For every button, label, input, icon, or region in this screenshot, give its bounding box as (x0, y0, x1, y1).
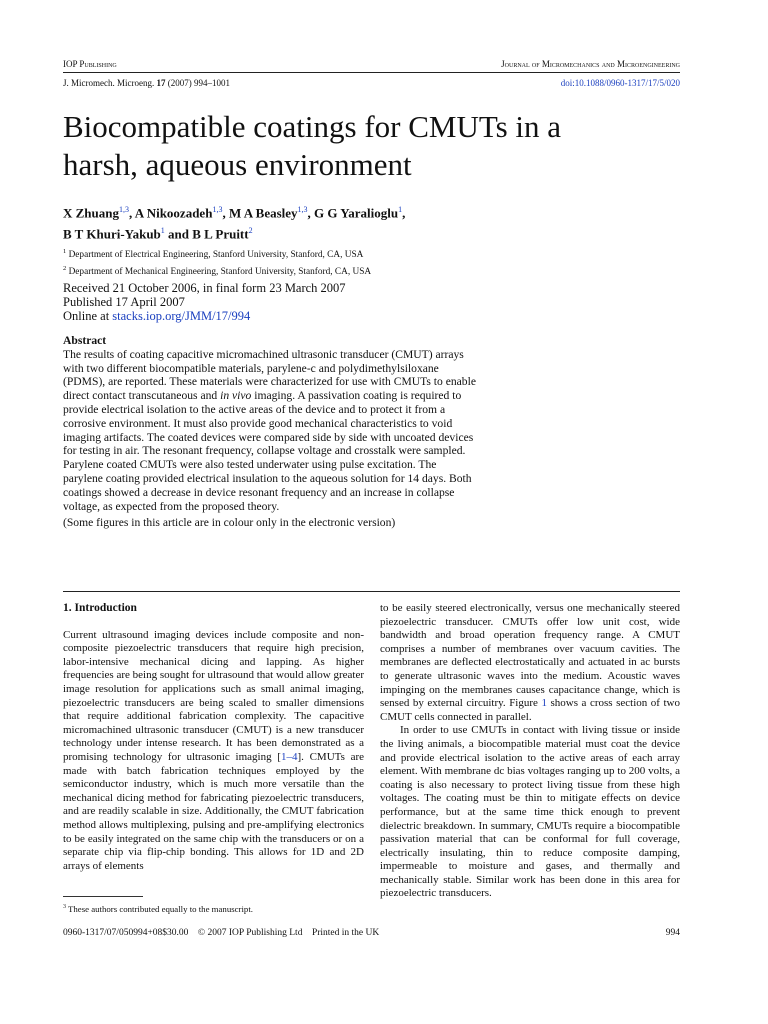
publisher-name: IOP Publishing (63, 59, 117, 69)
received-date: Received 21 October 2006, in final form 23 March 2007 (63, 281, 346, 295)
published-date: Published 17 April 2007 (63, 295, 185, 309)
intro-paragraph-continued: to be easily steered electronically, versus one mechanically steered piezoelectric transducer. CMUTs offer low unit cost, wide bandwidth and broad operation frequency range. A CMUT comprises a number of membranes over vacuum cavities. The membranes are deflected electrostatically and actuated in ac bursts to generate ultrasonic waves into the medium. Acoustic waves impinging on the membranes causes capacitance change, which is sensed by external circuitry. Figure 1 shows a cross section of two CMUT cells connected in parallel. (380, 602, 680, 723)
author-list: X Zhuang$^{1,3}$, A Nikoozadeh$^{1,3}$, M A Beasley$^{1,3}$, G G Yaralioglu$^1$, B T Khuri-Yakub$^1$ and B L Pruitt$^2$ (63, 205, 406, 242)
footnote: $^3$ These authors contributed equally to the manuscript. (63, 903, 253, 914)
intro-paragraph-1: Current ultrasound imaging devices include composite and non-composite piezoelectric transducers that require high precision, labor-intensive mechanical dicing and lapping. As higher frequencies are being sought for ultrasound that would allow greater image resolution for applications such as small animal imaging, piezoelectric transducers are being scaled to smaller dimensions that require additional fabrication complexity. The capacitive micromachined ultrasonic transducer (CMUT) is a new transducer technology under intense research. It has been demonstrated as a promising technology for ultrasonic imaging [1–4]. CMUTs are made with batch fabrication techniques employed by the semiconductor industry, which is much more versatile than the mechanical dicing method for fabricating piezoelectric transducers, and are readily scalable in size. Additionally, the CMUT fabrication method allows multiplexing, pulsing and pre-amplifying electronics to be easily integrated on the same chip with the transducers or on a separate chip via flip-chip bonding. This allows for 1D and 2D arrays of elements (63, 628, 365, 872)
footnote-rule (63, 896, 143, 897)
affiliation-2: $^2$ Department of Mechanical Engineering, Stanford University, Stanford, CA, USA (63, 265, 372, 278)
abstract (63, 334, 479, 530)
affiliation-1: $^1$ Department of Electrical Engineering, Stanford University, Stanford, CA, USA (63, 248, 364, 261)
reference-link[interactable]: 1–4 (280, 750, 298, 763)
colour-note: (Some figures in this article are in colour only in the electronic version) (63, 516, 396, 530)
journal-name: Journal of Micromechanics and Microengineering (501, 59, 680, 69)
affiliations (63, 245, 683, 279)
citation: J. Micromech. Microeng. 17 (2007) 994–1001 (63, 78, 230, 88)
article-dates (63, 281, 683, 323)
online-link[interactable]: stacks.iop.org/JMM/17/994 (112, 309, 251, 323)
figure-link[interactable]: 1 (541, 697, 547, 710)
online-line: Online at stacks.iop.org/JMM/17/994 (63, 309, 251, 323)
doi-link[interactable]: doi:10.1088/0960-1317/17/5/020 (560, 78, 680, 88)
page-number: 994 (665, 928, 680, 938)
footer-info: 0960-1317/07/050994+08$30.00 © 2007 IOP Publishing Ltd Printed in the UK (63, 928, 380, 938)
header-rule (63, 72, 680, 73)
article-title: Biocompatible coatings for CMUTs in a harsh, aqueous environment (63, 109, 562, 182)
intro-paragraph-2: In order to use CMUTs in contact with living tissue or inside the living animals, a biocompatible material must coat the device and provide electrical isolation to the active areas of each array element. With membrane dc bias voltages ranging up to 200 volts, a coating is also necessary to protect living tissue from these high voltages. The coating must be thin to mitigate effects on device performance, but at the same time thick enough to prevent dielectric breakdown. In summary, CMUTs require a biocompatible passivation material that can be conformal for full coverage, electrically insulating, thin to reduce composite damping, impermeable to moisture and gases, and thermally and mechanically stable. Similar work has been done in this area for piezoelectric transducers. (380, 724, 680, 900)
column-left (63, 602, 364, 873)
abstract-rule (63, 591, 680, 592)
abstract-heading: Abstract (63, 334, 107, 347)
section-heading-introduction: 1. Introduction (63, 602, 137, 614)
column-right (380, 602, 680, 901)
page-footer (63, 927, 680, 939)
abstract-text: The results of coating capacitive micromachined ultrasonic transducer (CMUT) arrays with two different biocompatible materials, parylene-c and polydimethylsiloxane (PDMS), are reported. These materials were characterized for use with CMUTs to enable direct contact transcutaneous and in vivo imaging. A passivation coating is required to provide electrical isolation to the active areas of the device and to protect it from a corrosive environment. It must also provide good mechanical characteristics to void imaging artifacts. The coated devices were compared side by side with uncoated devices for testing in air. The resonant frequency, collapse voltage and crosstalk were sampled. Parylene coated CMUTs were also tested underwater using pulse excitation. The parylene coating provided electrical insulation to the aqueous solution for 14 days. Both coatings showed a decrease in device resonant frequency and an increase in collapse voltage, as expected from the proposed theory. (63, 347, 476, 513)
